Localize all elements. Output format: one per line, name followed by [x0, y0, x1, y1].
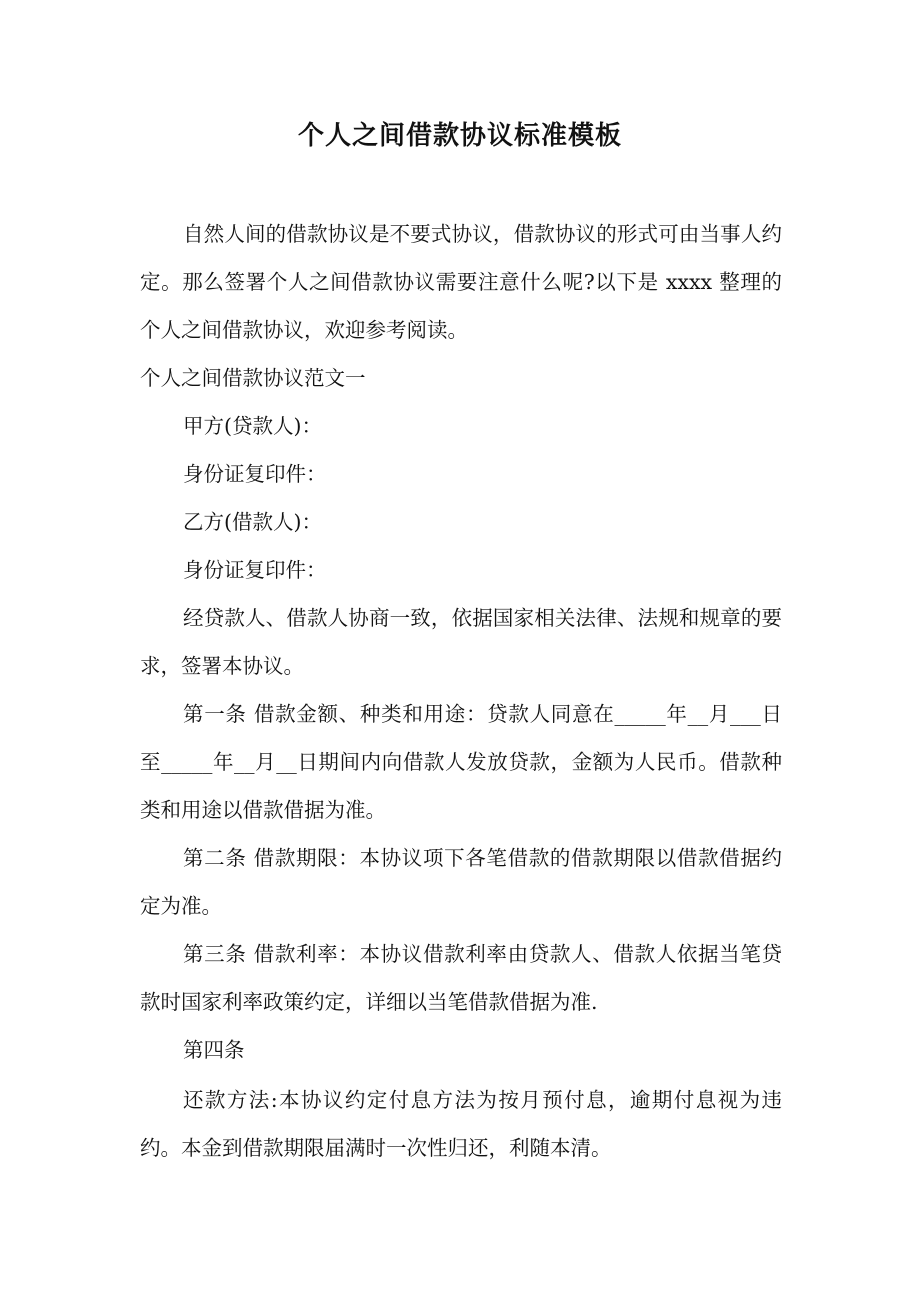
party-b-id-line: 身份证复印件：	[183, 558, 327, 582]
party-a-line: 甲方(贷款人)：	[183, 414, 322, 438]
party-b-line: 乙方(借款人)：	[183, 510, 322, 534]
article-3: 第三条 借款利率：本协议借款利率由贷款人、借款人依据当笔贷款时国家利率政策约定，详细以当笔借款借据为准.	[140, 942, 782, 1014]
document-title: 个人之间借款协议标准模板	[297, 121, 622, 151]
article-1: 第一条 借款金额、种类和用途：贷款人同意在_____年__月___日至_____年__月__日期间内向借款人发放贷款，金额为人民币。借款种类和用途以借款借据为准。	[140, 702, 782, 822]
agreement-preamble: 经贷款人、借款人协商一致，依据国家相关法律、法规和规章的要求，签署本协议。	[140, 606, 782, 678]
intro-paragraph: 自然人间的借款协议是不要式协议，借款协议的形式可由当事人约定。那么签署个人之间借款协议需要注意什么呢?以下是 xxxx 整理的个人之间借款协议，欢迎参考阅读。	[140, 222, 782, 342]
article-4-heading: 第四条	[183, 1038, 245, 1062]
section-heading: 个人之间借款协议范文一	[140, 366, 366, 390]
party-a-id-line: 身份证复印件：	[183, 462, 327, 486]
repayment-method: 还款方法:本协议约定付息方法为按月预付息，逾期付息视为违约。本金到借款期限届满时一次性归还，利随本清。	[140, 1088, 782, 1160]
article-2: 第二条 借款期限：本协议项下各笔借款的借款期限以借款借据约定为准。	[140, 846, 782, 918]
